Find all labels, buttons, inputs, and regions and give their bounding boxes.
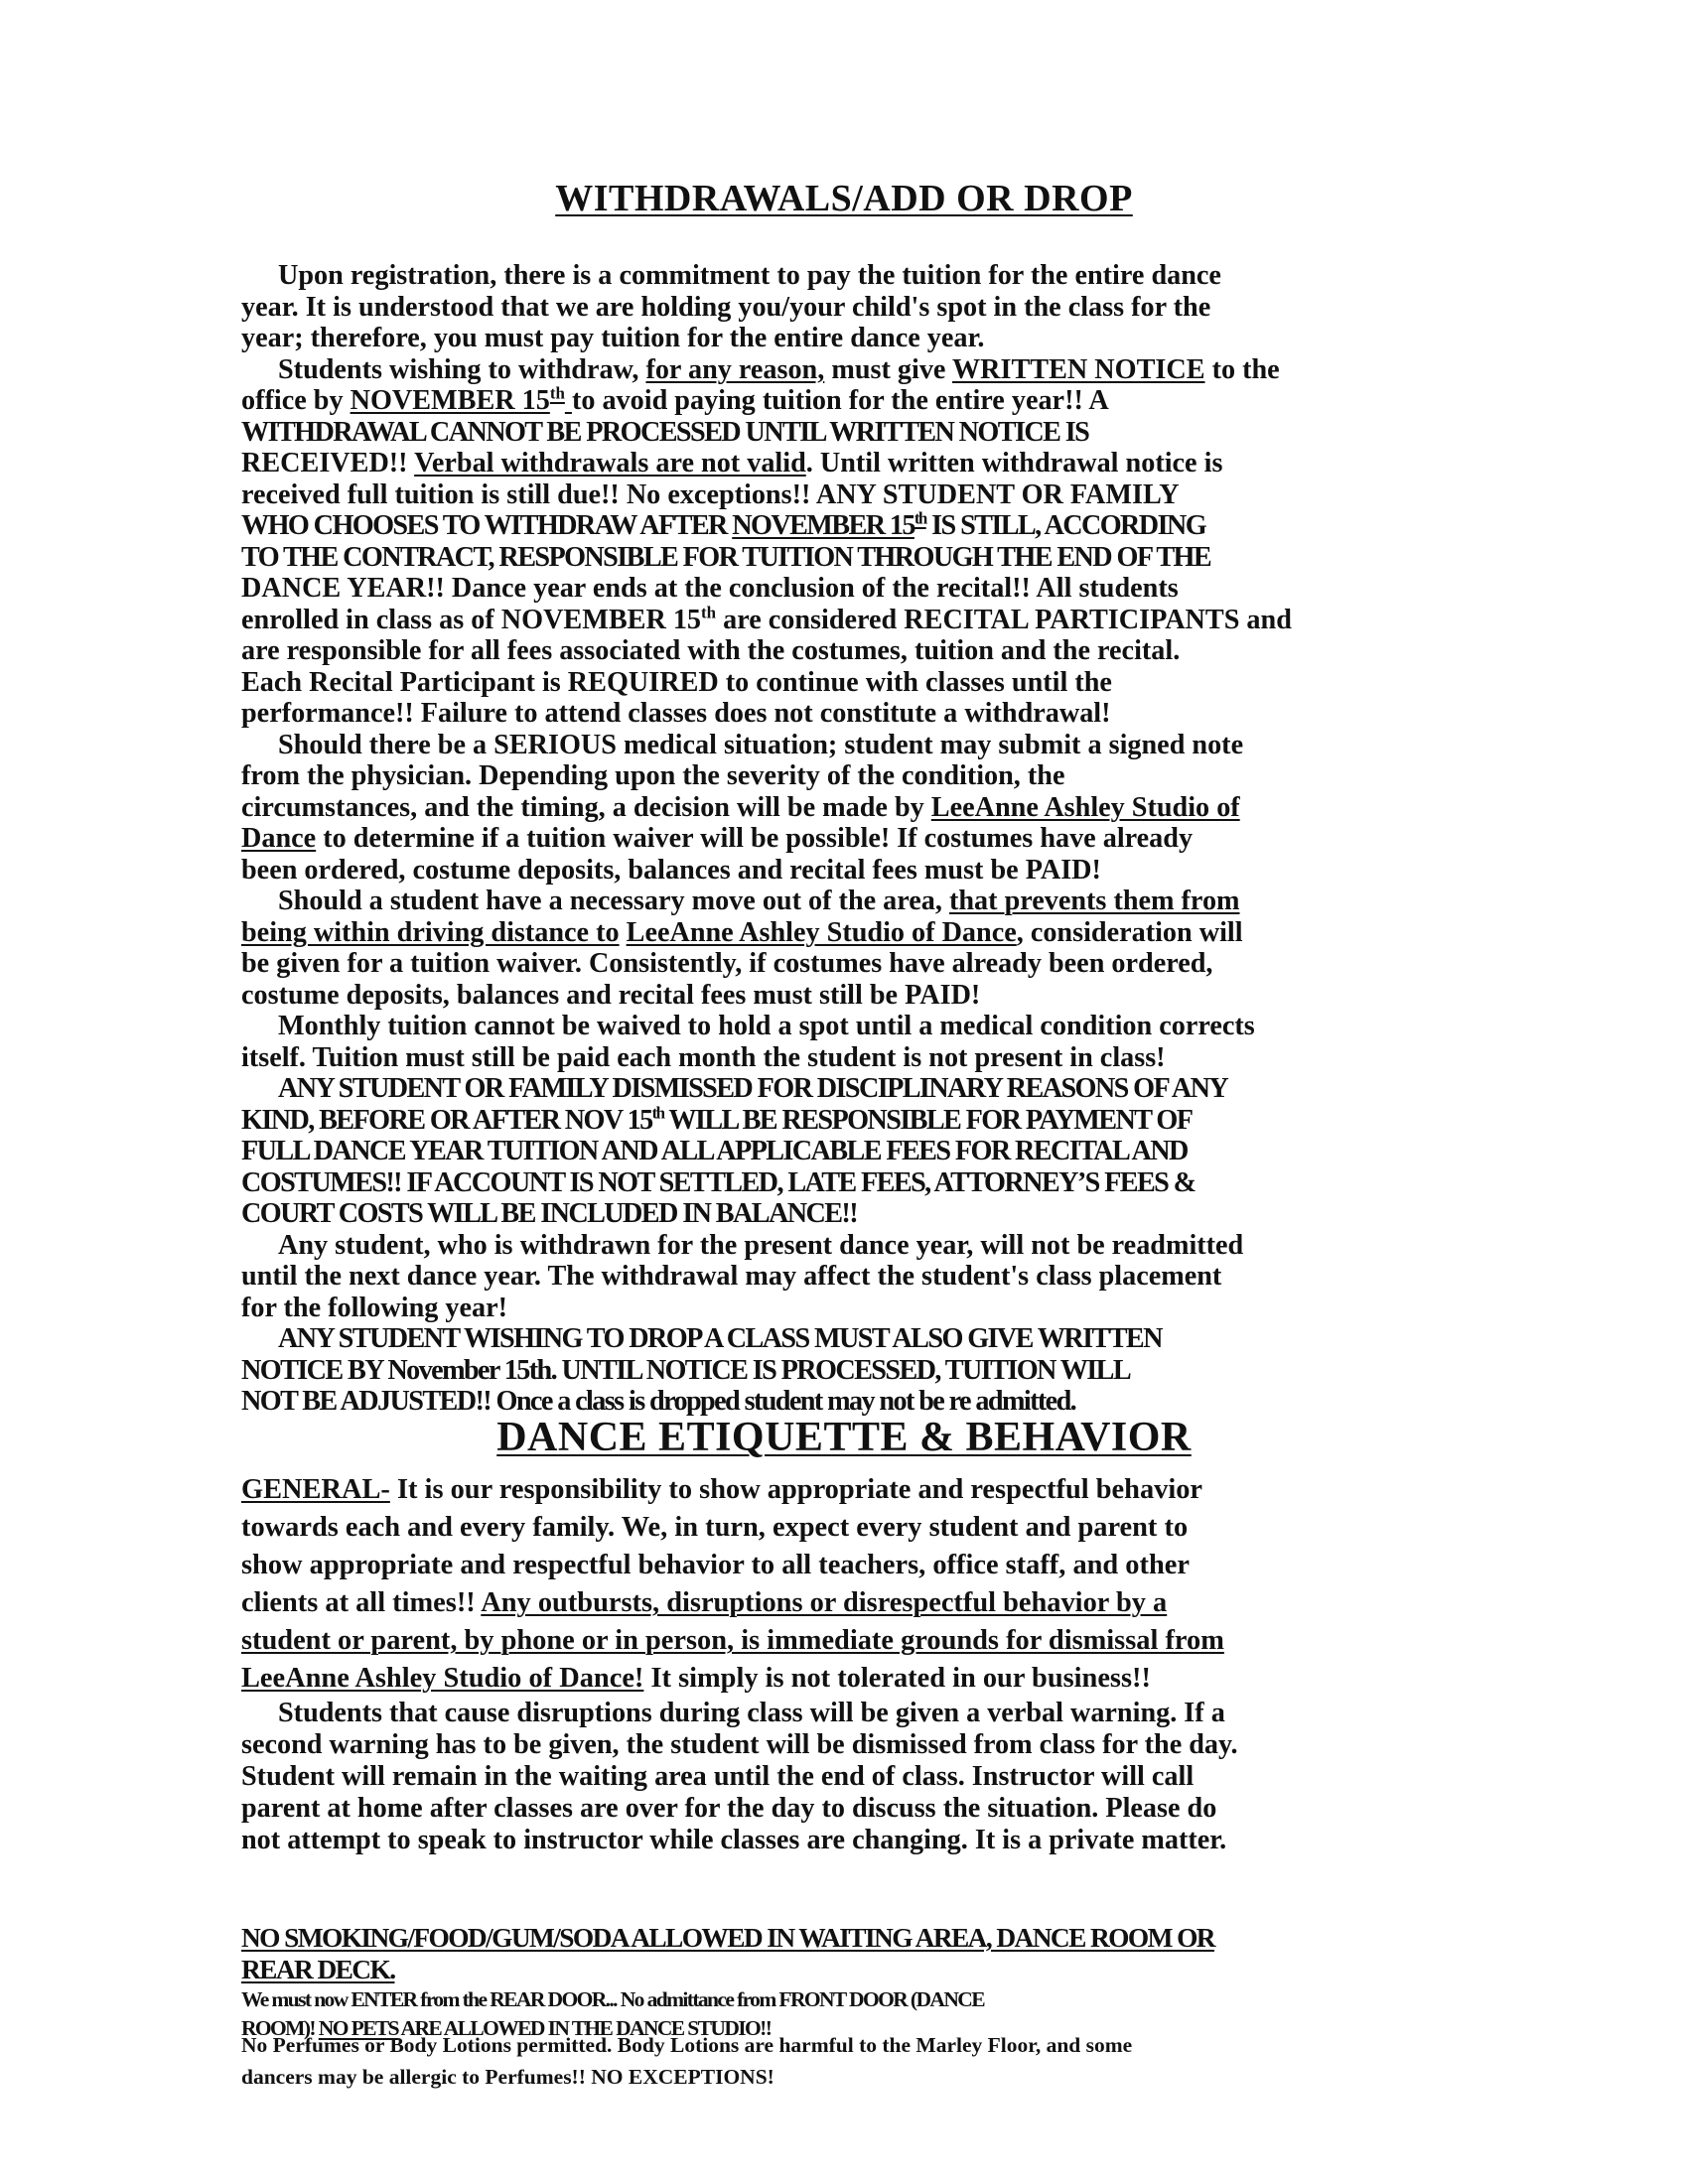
text-segment: dancers may be allergic to Perfumes!! NO EXCEPTIONS!	[241, 2064, 774, 2089]
text-segment: to determine if a tuition waiver will be possible! If costumes have already	[316, 823, 1194, 854]
text-line	[241, 1198, 1458, 1230]
text-line	[241, 1230, 1458, 1262]
underlined-text: for any reason,	[645, 353, 825, 385]
text-segment: Student will remain in the waiting area until the end of class. Instructor will call	[241, 1761, 1195, 1792]
text-segment: WITHDRAWAL CANNOT BE PROCESSED UNTIL WRITTEN NOTICE IS	[241, 416, 1089, 448]
text-segment: Each Recital Participant is REQUIRED to continue with classes until the	[241, 666, 1112, 698]
text-segment: to the	[1204, 353, 1280, 385]
etiquette-heading: DANCE ETIQUETTE & BEHAVIOR	[496, 1415, 1192, 1460]
no-smoking-notice	[241, 1922, 1458, 1985]
withdrawals-heading: WITHDRAWALS/ADD OR DROP	[555, 178, 1133, 219]
text-segment: show appropriate and respectful behavior to all teachers, office staff, and other	[241, 1550, 1190, 1580]
underlined-text: NO SMOKING/FOOD/GUM/SODA ALLOWED IN WAITING AREA, DANCE ROOM OR	[241, 1923, 1214, 1953]
underlined-text: LeeAnne Ashley Studio of Dance!	[241, 1663, 644, 1694]
text-segment: clients at all times!!	[241, 1587, 482, 1618]
text-line	[241, 792, 1458, 824]
text-segment: ANY STUDENT WISHING TO DROP A CLASS MUST ALSO GIVE WRITTEN	[278, 1323, 1162, 1354]
text-line	[241, 1622, 1458, 1660]
text-line	[241, 417, 1458, 449]
text-line	[241, 1922, 1458, 1954]
superscript: th	[914, 508, 926, 528]
text-segment: IS STILL, ACCORDING	[925, 510, 1206, 541]
text-segment: COSTUMES!! IF ACCOUNT IS NOT SETTLED, LATE FEES, ATTORNEY’S FEES &	[241, 1166, 1196, 1198]
text-line	[241, 1729, 1458, 1761]
text-line	[241, 448, 1458, 479]
underlined-text	[565, 385, 572, 416]
text-line	[241, 1584, 1458, 1622]
text-line	[241, 479, 1458, 511]
text-segment: from the physician. Depending upon the severity of the condition, the	[241, 760, 1065, 791]
text-line	[241, 1042, 1458, 1074]
text-line	[241, 1761, 1458, 1793]
superscript: th	[651, 1103, 664, 1123]
withdrawals-body	[241, 260, 1458, 1418]
underlined-text: that prevents them from	[948, 886, 1240, 916]
underlined-text: being within driving distance to	[241, 916, 620, 948]
text-segment: are considered RECITAL PARTICIPANTS and	[716, 604, 1292, 635]
underlined-text: NO PETS	[318, 2016, 398, 2040]
text-line	[241, 292, 1458, 324]
text-line	[241, 698, 1458, 730]
text-segment: Students that cause disruptions during class will be given a verbal warning. If a	[278, 1698, 1225, 1728]
text-line	[241, 1011, 1458, 1042]
text-segment: costume deposits, balances and recital fees must still be PAID!	[241, 979, 981, 1011]
text-segment: parent at home after classes are over for the day to discuss the situation. Please do	[241, 1793, 1217, 1824]
text-line	[241, 1073, 1458, 1105]
text-line	[241, 980, 1458, 1012]
text-segment	[620, 917, 627, 948]
underlined-text: WRITTEN NOTICE	[951, 353, 1205, 385]
text-segment: NOTICE BY November 15th. UNTIL NOTICE IS PROCESSED, TUITION WILL	[241, 1354, 1131, 1386]
underlined-text: LeeAnne Ashley Studio of	[930, 791, 1240, 823]
text-segment: No Perfumes or Body Lotions permitted. Body Lotions are harmful to the Marley Floor, and some	[241, 2033, 1133, 2057]
text-line	[241, 1136, 1458, 1167]
text-segment: towards each and every family. We, in turn, expect every student and parent to	[241, 1512, 1189, 1543]
text-line	[241, 2062, 1458, 2094]
text-line	[241, 1954, 1458, 1985]
text-segment: Upon registration, there is a commitment to pay the tuition for the entire dance	[278, 260, 1221, 291]
text-line	[241, 823, 1458, 855]
text-segment: Monthly tuition cannot be waived to hold a spot until a medical condition corrects	[278, 1011, 1255, 1041]
text-segment: be given for a tuition waiver. Consistently, if costumes have already been ordered,	[241, 948, 1213, 979]
text-line	[241, 385, 1458, 417]
superscript: th	[701, 603, 717, 622]
text-line	[241, 730, 1458, 761]
underlined-text: NOVEMBER 15	[732, 510, 914, 541]
underlined-text: Dance	[241, 823, 317, 854]
text-segment: year; therefore, you must pay tuition for the entire dance year.	[241, 323, 985, 353]
text-segment: not attempt to speak to instructor while classes are changing. It is a private matter.	[241, 1825, 1227, 1855]
text-segment: Should a student have a necessary move out of the area,	[278, 886, 949, 916]
text-line	[241, 1547, 1458, 1584]
text-segment: ARE ALLOWED IN THE DANCE STUDIO!!	[397, 2016, 772, 2040]
superscript: th	[549, 383, 565, 403]
text-segment: year. It is understood that we are holding you/your child's spot in the class for the	[241, 291, 1211, 323]
text-segment: It is our responsibility to show appropriate and respectful behavior	[389, 1474, 1203, 1505]
text-line	[241, 855, 1458, 887]
text-line	[241, 917, 1458, 949]
text-segment: must give	[824, 353, 952, 385]
text-line	[241, 605, 1458, 636]
text-segment: office by	[241, 385, 351, 416]
disruptions-paragraph	[241, 1698, 1458, 1856]
text-line	[241, 760, 1458, 792]
text-segment: been ordered, costume deposits, balances and recital fees must be PAID!	[241, 854, 1101, 886]
text-segment: are responsible for all fees associated with the costumes, tuition and the recital.	[241, 635, 1181, 666]
underlined-text: REAR DECK.	[241, 1955, 395, 1984]
text-line	[241, 635, 1458, 667]
text-segment: We must now ENTER from the REAR DOOR... No admittance from FRONT DOOR (DANCE	[241, 1987, 984, 2011]
text-line	[241, 1167, 1458, 1199]
text-segment: RECEIVED!!	[241, 448, 415, 478]
text-line	[241, 573, 1458, 605]
text-line	[241, 260, 1458, 292]
text-segment: FULL DANCE YEAR TUITION AND ALL APPLICABLE FEES FOR RECITAL AND	[241, 1136, 1188, 1166]
text-line	[241, 1293, 1458, 1324]
text-segment: Any student, who is withdrawn for the present dance year, will not be readmitted	[278, 1229, 1244, 1261]
text-line	[241, 667, 1458, 699]
text-line	[241, 1471, 1458, 1509]
text-segment: ROOM)!	[241, 2016, 319, 2040]
text-line	[241, 323, 1458, 354]
text-segment: to avoid paying tuition for the entire year!! A	[571, 385, 1109, 416]
underlined-text: LeeAnne Ashley Studio of Dance	[626, 916, 1017, 948]
text-segment: , consideration will	[1016, 916, 1243, 948]
text-segment: ANY STUDENT OR FAMILY DISMISSED FOR DISCIPLINARY REASONS OF ANY	[278, 1073, 1228, 1104]
text-segment: itself. Tuition must still be paid each month the student is not present in class!	[241, 1041, 1166, 1073]
text-line	[241, 354, 1458, 386]
text-segment: DANCE YEAR!! Dance year ends at the conclusion of the recital!! All students	[241, 573, 1179, 604]
underlined-text: Any outbursts, disruptions or disrespectful behavior by a	[481, 1587, 1168, 1618]
text-segment: received full tuition is still due!! No exceptions!! ANY STUDENT OR FAMILY	[241, 478, 1180, 510]
text-segment: WHO CHOOSES TO WITHDRAW AFTER	[241, 510, 733, 541]
text-line	[241, 1261, 1458, 1293]
text-segment: enrolled in class as of NOVEMBER 15	[241, 604, 702, 635]
text-segment: KIND, BEFORE OR AFTER NOV 15	[241, 1104, 652, 1136]
text-segment: Should there be a SERIOUS medical situation; student may submit a signed note	[278, 729, 1244, 760]
text-segment: It simply is not tolerated in our business!!	[643, 1663, 1151, 1694]
text-line	[241, 948, 1458, 980]
text-segment: until the next dance year. The withdrawal may affect the student's class placement	[241, 1261, 1222, 1292]
text-segment: . Until written withdrawal notice is	[805, 448, 1223, 478]
text-line	[241, 1355, 1458, 1387]
text-line	[241, 542, 1458, 574]
text-line	[241, 886, 1458, 917]
underlined-text: GENERAL-	[241, 1474, 390, 1505]
text-segment: TO THE CONTRACT, RESPONSIBLE FOR TUITION THROUGH THE END OF THE	[241, 541, 1211, 573]
text-line	[241, 1825, 1458, 1856]
text-line	[241, 1698, 1458, 1729]
underlined-text: Verbal withdrawals are not valid	[414, 448, 806, 478]
text-line	[241, 1105, 1458, 1137]
text-segment: for the following year!	[241, 1292, 507, 1323]
text-line	[241, 1386, 1458, 1418]
text-segment: second warning has to be given, the student will be dismissed from class for the day.	[241, 1729, 1238, 1760]
text-line	[241, 1660, 1458, 1698]
text-line	[241, 1793, 1458, 1825]
text-line	[241, 1509, 1458, 1547]
underlined-text: student or parent, by phone or in person, is immediate grounds for dismissal from	[241, 1625, 1224, 1656]
text-segment: WILL BE RESPONSIBLE FOR PAYMENT OF	[663, 1104, 1193, 1136]
text-line	[241, 1985, 1458, 2014]
text-segment: COURT COSTS WILL BE INCLUDED IN BALANCE!!	[241, 1198, 857, 1229]
perfume-notice	[241, 2030, 1458, 2093]
text-segment: performance!! Failure to attend classes does not constitute a withdrawal!	[241, 698, 1111, 729]
text-line	[241, 1323, 1458, 1355]
underlined-text: NOVEMBER 15	[350, 385, 550, 416]
general-paragraph	[241, 1471, 1458, 1698]
text-segment: Students wishing to withdraw,	[278, 353, 646, 385]
text-line	[241, 2030, 1458, 2062]
text-line	[241, 510, 1458, 542]
text-segment: NOT BE ADJUSTED!! Once a class is dropped student may not be re admitted.	[241, 1386, 1076, 1417]
text-segment: circumstances, and the timing, a decision will be made by	[241, 791, 931, 823]
